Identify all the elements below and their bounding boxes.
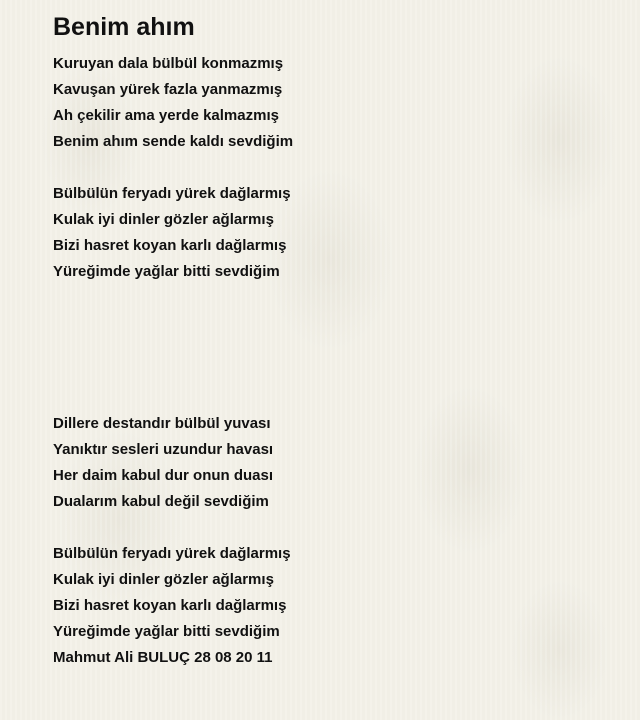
verse-line: Bizi hasret koyan karlı dağlarmış [53,597,287,614]
poem-title: Benim ahım [53,13,195,41]
verse-line: Yanıktır sesleri uzundur havası [53,441,274,458]
verse-line: Kulak iyi dinler gözler ağlarmış [53,211,274,228]
verse-line: Kuruyan dala bülbül konmazmış [53,55,284,72]
stanza-3 [53,411,613,515]
verse-line: Kavuşan yürek fazla yanmazmış [53,81,283,98]
verse-line: Bülbülün feryadı yürek dağlarmış [53,545,291,562]
verse-line: Ah çekilir ama yerde kalmazmış [53,107,279,124]
verse-line: Yüreğimde yağlar bitti sevdiğim [53,623,280,640]
verse-line: Bülbülün feryadı yürek dağlarmış [53,185,291,202]
verse-line: Dillere destandır bülbül yuvası [53,415,271,432]
verse-line: Kulak iyi dinler gözler ağlarmış [53,571,274,588]
verse-line: Dualarım kabul değil sevdiğim [53,493,269,510]
verse-line: Her daim kabul dur onun duası [53,467,274,484]
poem-signature: Mahmut Ali BULUÇ 28 08 20 11 [53,649,273,666]
verse-line: Benim ahım sende kaldı sevdiğim [53,133,294,150]
verse-line: Bizi hasret koyan karlı dağlarmış [53,237,287,254]
verse-line: Yüreğimde yağlar bitti sevdiğim [53,263,280,280]
stanza-4 [53,541,613,671]
poem-container [53,12,613,671]
stanza-2 [53,181,613,285]
stanza-1 [53,51,613,155]
